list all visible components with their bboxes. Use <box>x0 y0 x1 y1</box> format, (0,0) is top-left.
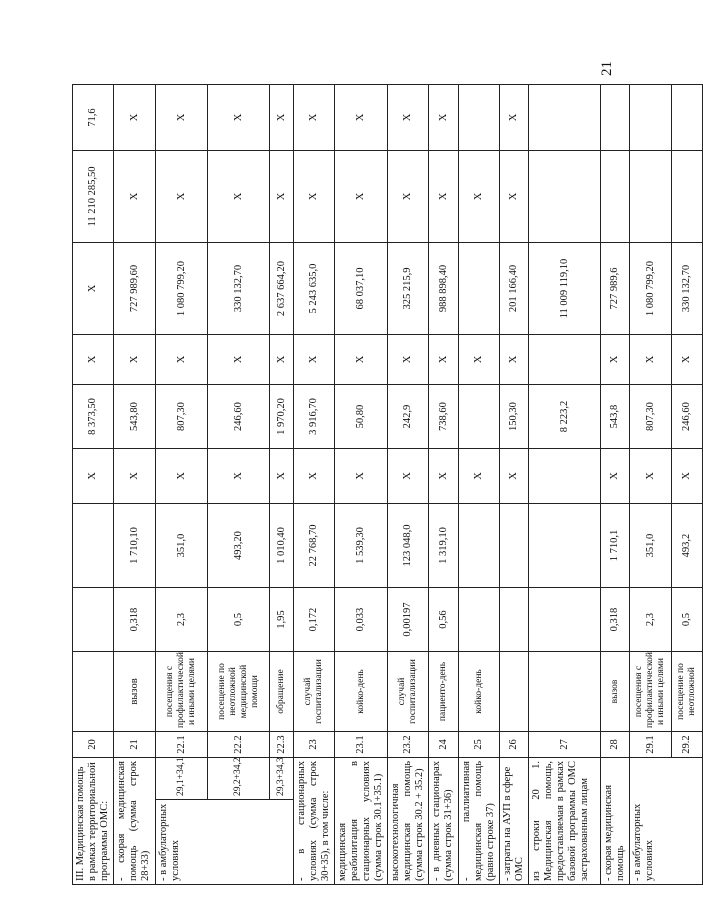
row-cost: 1 710,10 <box>114 504 156 588</box>
rotated-table-container <box>72 85 697 885</box>
row-c10: X <box>500 151 529 243</box>
row-cost: 1 539,30 <box>335 504 388 588</box>
row-name: - паллиативная медицинская помощь (равно строке 37) <box>459 758 500 885</box>
row-c11: X <box>500 85 529 151</box>
row-c8: X <box>73 335 114 385</box>
row-c7: 543,80 <box>114 385 156 449</box>
row-c9: 988 898,40 <box>429 243 459 335</box>
row-sum-formula: 29,3+34,3 <box>270 758 294 800</box>
row-c10: X <box>459 151 500 243</box>
row-num: 23 <box>294 732 335 758</box>
row-c11: X <box>156 85 208 151</box>
row-c10: X <box>156 151 208 243</box>
row-c10: X <box>294 151 335 243</box>
row-c6: X <box>335 449 388 504</box>
ambulatory-label-2: - в амбулаторных условиях <box>630 758 703 885</box>
row-c9: 325 215,9 <box>388 243 429 335</box>
row-volume: 0,56 <box>429 588 459 652</box>
row-name: III. Медицинская помощь в рамках территориальной программы ОМС: <box>73 758 114 885</box>
row-volume: 1,95 <box>270 588 294 652</box>
row-unit: вызов <box>114 652 156 732</box>
row-c8: X <box>672 335 703 385</box>
row-name: - скорая медицинская помощь (сумма строк 28+33) <box>114 758 156 885</box>
row-c7: 807,30 <box>156 385 208 449</box>
row-c9: 727 989,6 <box>601 243 630 335</box>
row-c9: 2 637 664,20 <box>270 243 294 335</box>
row-volume: 2,3 <box>630 588 672 652</box>
row-name: - скорая медицинская помощь <box>601 758 630 885</box>
row-c6: X <box>500 449 529 504</box>
row-c8: X <box>388 335 429 385</box>
row-name: - затраты на АУП в сфере ОМС <box>500 758 529 885</box>
row-c6: X <box>672 449 703 504</box>
row-unit: посещение по неотложной <box>672 652 703 732</box>
row-c7: 242,9 <box>388 385 429 449</box>
row-name: высокотехнологичная медицинская помощь (сумма строк 30.2 + 35.2) <box>388 758 429 885</box>
row-unit: посещения с профилактической и иными целями <box>630 652 672 732</box>
row-c7: 150,30 <box>500 385 529 449</box>
row-volume: 0,5 <box>672 588 703 652</box>
row-num: 26 <box>500 732 529 758</box>
row-volume: 0,00197 <box>388 588 429 652</box>
row-c8: X <box>630 335 672 385</box>
row-cost <box>459 504 500 588</box>
table-row <box>630 85 672 885</box>
row-c11 <box>630 85 672 151</box>
row-c11: X <box>114 85 156 151</box>
row-c9: 727 989,60 <box>114 243 156 335</box>
row-cost: 1 710,1 <box>601 504 630 588</box>
row-c10: X <box>429 151 459 243</box>
row-c8: X <box>114 335 156 385</box>
row-c11 <box>459 85 500 151</box>
row-c7: 738,60 <box>429 385 459 449</box>
row-num: 24 <box>429 732 459 758</box>
row-num: 21 <box>114 732 156 758</box>
row-c11 <box>601 85 630 151</box>
row-c8: X <box>335 335 388 385</box>
row-volume <box>529 588 601 652</box>
row-c11: X <box>429 85 459 151</box>
row-c10 <box>630 151 672 243</box>
row-c8 <box>529 335 601 385</box>
table-row <box>601 85 630 885</box>
row-name: - в стационарных условиях (сумма строк 30+35), в том числе: <box>294 758 335 885</box>
table-row <box>500 85 529 885</box>
row-c6: X <box>630 449 672 504</box>
row-cost: 351,0 <box>630 504 672 588</box>
row-c11: 71,6 <box>73 85 114 151</box>
row-unit: обращение <box>270 652 294 732</box>
row-num: 22.1 <box>156 732 208 758</box>
row-volume: 0,318 <box>601 588 630 652</box>
row-cost <box>529 504 601 588</box>
row-volume <box>500 588 529 652</box>
row-unit: вызов <box>601 652 630 732</box>
row-volume: 0,318 <box>114 588 156 652</box>
budget-table <box>72 84 703 885</box>
row-num: 27 <box>529 732 601 758</box>
row-volume <box>459 588 500 652</box>
row-num: 25 <box>459 732 500 758</box>
row-num: 22.2 <box>208 732 270 758</box>
row-cost: 493,2 <box>672 504 703 588</box>
row-c7: 3 916,70 <box>294 385 335 449</box>
row-c7: 543,8 <box>601 385 630 449</box>
row-cost: 351,0 <box>156 504 208 588</box>
row-unit <box>73 652 114 732</box>
row-c11: X <box>270 85 294 151</box>
row-c10: X <box>388 151 429 243</box>
row-c8: X <box>294 335 335 385</box>
row-c6: X <box>208 449 270 504</box>
table-row <box>529 85 601 885</box>
row-c6: X <box>429 449 459 504</box>
row-c9: 330 132,70 <box>208 243 270 335</box>
row-c11 <box>529 85 601 151</box>
row-c6: X <box>294 449 335 504</box>
row-c9: 1 080 799,20 <box>630 243 672 335</box>
row-volume <box>73 588 114 652</box>
row-c7: 246,60 <box>208 385 270 449</box>
row-c10 <box>529 151 601 243</box>
row-c10: X <box>208 151 270 243</box>
row-c7 <box>459 385 500 449</box>
row-c10: X <box>335 151 388 243</box>
row-c6: X <box>270 449 294 504</box>
row-c7: 246,60 <box>672 385 703 449</box>
row-name: медицинская реабилитация в стационарных условиях (сумма строк 30.1+35.1) <box>335 758 388 885</box>
row-c11 <box>672 85 703 151</box>
row-c7: 50,80 <box>335 385 388 449</box>
row-c8: X <box>429 335 459 385</box>
row-c8: X <box>270 335 294 385</box>
row-c7: 8 223,2 <box>529 385 601 449</box>
row-sum-formula: 29,2+34,2 <box>208 758 270 800</box>
row-num: 23.1 <box>335 732 388 758</box>
row-c9: 201 166,40 <box>500 243 529 335</box>
row-num: 23.2 <box>388 732 429 758</box>
table-row <box>294 85 335 885</box>
row-num: 29.1 <box>630 732 672 758</box>
row-c9 <box>459 243 500 335</box>
row-c6: X <box>459 449 500 504</box>
row-c7: 807,30 <box>630 385 672 449</box>
row-c10 <box>672 151 703 243</box>
row-c9: 1 080 799,20 <box>156 243 208 335</box>
row-cost: 123 048,0 <box>388 504 429 588</box>
row-unit: случай госпитализации <box>388 652 429 732</box>
row-unit <box>529 652 601 732</box>
row-num: 28 <box>601 732 630 758</box>
row-unit: койко-день <box>335 652 388 732</box>
row-c10: 11 210 285,50 <box>73 151 114 243</box>
row-num: 20 <box>73 732 114 758</box>
row-c8: X <box>459 335 500 385</box>
row-c6: X <box>601 449 630 504</box>
row-unit: посещения с профилактической и иными целями <box>156 652 208 732</box>
row-c7: 1 970,20 <box>270 385 294 449</box>
row-c10: X <box>270 151 294 243</box>
row-c9: 68 037,10 <box>335 243 388 335</box>
row-volume: 0,5 <box>208 588 270 652</box>
row-name: из строки 20 1. Медицинская помощь, предоставляемая в рамках базовой программы ОМС застрахованным лицам <box>529 758 601 885</box>
row-c6 <box>529 449 601 504</box>
page-number: 21 <box>599 61 615 76</box>
row-c8: X <box>156 335 208 385</box>
row-num: 22.3 <box>270 732 294 758</box>
row-c11: X <box>335 85 388 151</box>
row-sum-formula: 29,1+34,1 <box>156 758 208 800</box>
row-num: 29.2 <box>672 732 703 758</box>
row-unit: койко-день <box>459 652 500 732</box>
table-row <box>335 85 388 885</box>
table-row <box>156 85 208 885</box>
row-cost <box>500 504 529 588</box>
table-row <box>208 85 270 885</box>
row-volume: 2,3 <box>156 588 208 652</box>
row-c7: 8 373,50 <box>73 385 114 449</box>
row-c11: X <box>294 85 335 151</box>
row-c8: X <box>601 335 630 385</box>
table-row <box>459 85 500 885</box>
table-row <box>73 85 114 885</box>
row-unit: посещение по неотложной медицинской помощи <box>208 652 270 732</box>
table-row <box>429 85 459 885</box>
row-unit <box>500 652 529 732</box>
row-cost: 1 010,40 <box>270 504 294 588</box>
row-c9: X <box>73 243 114 335</box>
row-cost: 493,20 <box>208 504 270 588</box>
row-c8: X <box>500 335 529 385</box>
table-row <box>270 85 294 885</box>
row-c6: X <box>156 449 208 504</box>
row-cost: 22 768,70 <box>294 504 335 588</box>
row-c6: X <box>73 449 114 504</box>
row-volume: 0,033 <box>335 588 388 652</box>
table-row <box>388 85 429 885</box>
row-name: - в дневных стационарах (сумма строк 31+36) <box>429 758 459 885</box>
row-c11: X <box>208 85 270 151</box>
row-c9: 330 132,70 <box>672 243 703 335</box>
ambulatory-label: - в амбулаторных условиях <box>156 800 294 885</box>
row-c8: X <box>208 335 270 385</box>
row-unit: случай госпитализации <box>294 652 335 732</box>
row-c10 <box>601 151 630 243</box>
row-cost <box>73 504 114 588</box>
table-row <box>114 85 156 885</box>
row-cost: 1 319,10 <box>429 504 459 588</box>
row-c9: 5 243 635,0 <box>294 243 335 335</box>
row-unit: пациенто-день <box>429 652 459 732</box>
row-c6: X <box>114 449 156 504</box>
row-volume: 0,172 <box>294 588 335 652</box>
row-c9: 11 009 119,10 <box>529 243 601 335</box>
row-c11: X <box>388 85 429 151</box>
row-c6: X <box>388 449 429 504</box>
row-c10: X <box>114 151 156 243</box>
